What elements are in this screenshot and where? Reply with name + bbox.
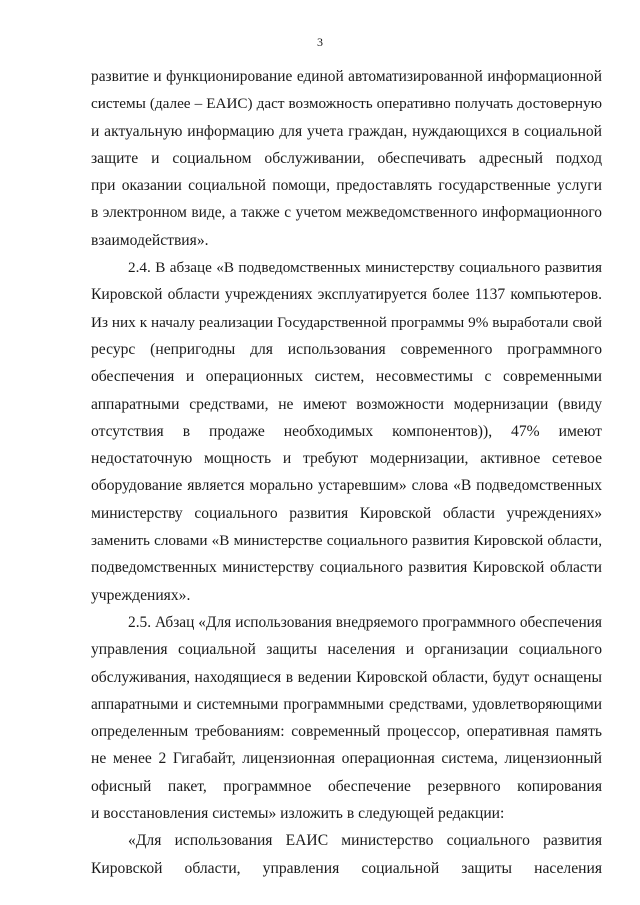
- text-line: Кировской области, управления социальной защиты населения: [91, 859, 602, 877]
- text-line: при оказании социальной помощи, предоставлять государственные услуги: [91, 177, 602, 195]
- text-line: учреждениях».: [91, 586, 191, 604]
- text-line: оборудование является морально устаревшим» слова «В подведомственных: [91, 477, 602, 495]
- text-line: Кировской области учреждениях эксплуатируется более 1137 компьютеров.: [91, 286, 602, 304]
- text-line: подведомственных министерству социального развития Кировской области: [91, 559, 602, 577]
- text-line: взаимодействия».: [91, 231, 209, 249]
- text-line: не менее 2 Гигабайт, лицензионная операционная система, лицензионный: [91, 750, 602, 768]
- text-line: ресурс (непригодны для использования современного программного: [91, 340, 602, 358]
- text-line: обслуживания, находящиеся в ведении Кировской области, будут оснащены: [91, 668, 602, 686]
- text-line: и актуальную информацию для учета граждан, нуждающихся в социальной: [91, 122, 602, 140]
- text-line: управления социальной защиты населения и организации социального: [91, 641, 602, 659]
- text-line: развитие и функционирование единой автоматизированной информационной: [91, 68, 602, 85]
- text-line: системы (далее – ЕАИС) даст возможность оперативно получать достоверную: [91, 95, 602, 113]
- quoted-paragraph-first-line: «Для использования ЕАИС министерство социального развития: [128, 832, 602, 850]
- page-number: 3: [317, 35, 323, 49]
- text-line: отсутствия в продаже необходимых компонентов)), 47% имеют: [91, 422, 602, 440]
- text-line: и восстановления системы» изложить в следующей редакции:: [91, 805, 505, 823]
- text-line: защите и социальном обслуживании, обеспечивать адресный подход: [91, 149, 602, 167]
- text-line: заменить словами «В министерстве социального развития Кировской области,: [91, 532, 602, 550]
- text-line: недостаточную мощность и требуют модернизации, активное сетевое: [91, 450, 602, 468]
- paragraph-2-4-first-line: 2.4. В абзаце «В подведомственных министерству социального развития: [128, 259, 602, 277]
- text-line: аппаратными и системными программными средствами, удовлетворяющими: [91, 695, 602, 713]
- text-line: министерству социального развития Кировской области учреждениях»: [91, 504, 602, 522]
- paragraph-2-5-first-line: 2.5. Абзац «Для использования внедряемого программного обеспечения: [128, 613, 602, 631]
- text-line: обеспечения и операционных систем, несовместимы с современными: [91, 368, 602, 386]
- text-line: определенным требованиям: современный процессор, оперативная память: [91, 723, 602, 741]
- text-line: офисный пакет, программное обеспечение резервного копирования: [91, 777, 602, 795]
- text-line: Из них к началу реализации Государственной программы 9% выработали свой: [91, 313, 602, 331]
- text-line: аппаратными средствами, не имеют возможности модернизации (ввиду: [91, 395, 602, 413]
- document-body: [91, 63, 602, 882]
- text-line: в электронном виде, а также с учетом межведомственного информационного: [91, 204, 602, 222]
